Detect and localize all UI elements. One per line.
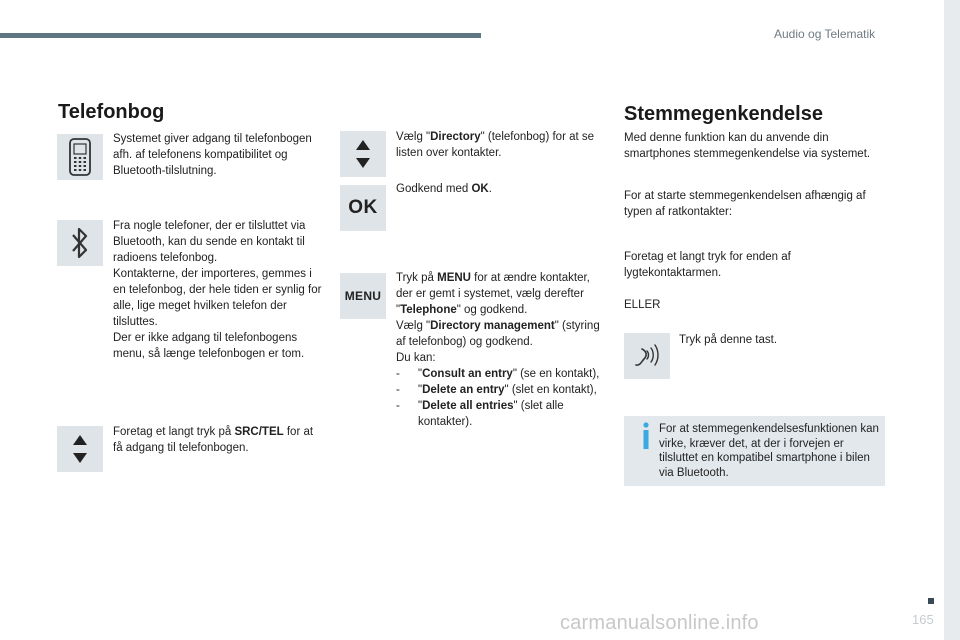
up-down-arrows-icon: [354, 137, 372, 171]
voice-command-icon: [630, 339, 664, 373]
heading-stemmegenkendelse: Stemmegenkendelse: [624, 103, 823, 125]
voice-intro-text: Med denne funktion kan du anvende din smartphones stemmegenkendelse via systemet.: [624, 132, 871, 160]
up-down-arrows-icon: [71, 432, 89, 466]
info-note-box: [624, 416, 885, 486]
or-text: ELLER: [624, 299, 661, 311]
info-icon: [641, 422, 651, 450]
ok-button-box: [340, 185, 386, 231]
press-key-text: Tryk på denne tast.: [679, 334, 778, 346]
list-item: - "Delete all entries" (slet alle kontakter).: [396, 400, 564, 428]
watermark-text: carmanualsonline.info: [560, 612, 759, 634]
menu-button-box: [340, 273, 386, 319]
heading-telefonbog: Telefonbog: [58, 101, 165, 123]
page-number: 165: [912, 612, 934, 627]
mobile-phone-icon: [68, 138, 92, 176]
list-item: - "Delete an entry" (slet en kontakt),: [396, 384, 597, 396]
menu-instructions-text: Tryk på MENU for at ændre kontakter, der er gemt i systemet, vælg derefter "Telephone" og godkend. Vælg "Directory management" (styring af telefonbog) og godkend. Du kan: - "Consult an entry" (se en kontakt), - "Delete an entry" (slet en kontakt), - "Delete all entries" (slet alle kontakter).: [396, 272, 600, 428]
page-marker: [928, 598, 934, 604]
confirm-ok-text: Godkend med OK.: [396, 183, 492, 195]
menu-button-label: MENU: [344, 289, 382, 303]
arrows-icon-box: [57, 426, 103, 472]
directory-select-text: Vælg "Directory" (telefonbog) for at se listen over kontakter.: [396, 131, 595, 159]
phonebook-intro-text: Systemet giver adgang til telefonbogen afh. af telefonens kompatibilitet og Bluetooth-tilslutning.: [113, 133, 312, 177]
header-accent-bar: [0, 33, 481, 38]
ok-button-label: OK: [348, 197, 378, 218]
bluetooth-icon-box: [57, 220, 103, 266]
voice-button-box: [624, 333, 670, 379]
list-item: - "Consult an entry" (se en kontakt),: [396, 368, 600, 380]
info-note-text: For at stemmegenkendelsesfunktionen kan virke, kræver det, at der i forvejen er tilsluttet en kompatibel smartphone i bilen via Bluetooth.: [659, 423, 879, 479]
src-tel-text: Foretag et langt tryk på SRC/TEL for at få adgang til telefonbogen.: [113, 426, 314, 454]
bluetooth-icon: [70, 226, 90, 260]
bluetooth-contacts-text: Fra nogle telefoner, der er tilsluttet via Bluetooth, kan du sende en kontakt til radioens telefonbog. Kontakterne, der importeres, gemmes i en telefonbog, der hele tiden er synlig for alle, lige meget hvilken telefon der tilsluttes. Der er ikke adgang til telefonbogens menu, så længe telefonbogen er tom.: [113, 220, 322, 360]
page-edge-strip: [944, 0, 960, 640]
phone-icon-box: [57, 134, 103, 180]
arrows-icon-box-2: [340, 131, 386, 177]
long-press-text: Foretag et langt tryk for enden af lygtekontaktarmen.: [624, 251, 791, 279]
voice-start-text: For at starte stemmegenkendelsen afhængig af typen af ratkontakter:: [624, 190, 866, 218]
section-title: Audio og Telematik: [774, 27, 876, 41]
